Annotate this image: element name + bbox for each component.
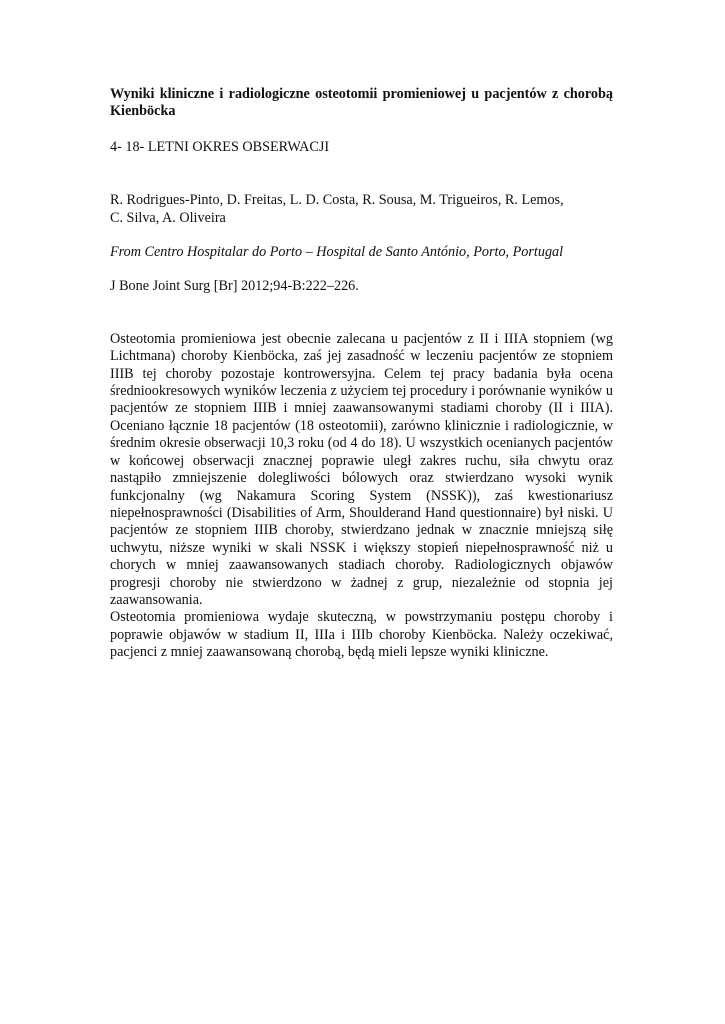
document-subtitle: 4- 18- LETNI OKRES OBSERWACJI <box>110 138 330 155</box>
abstract-paragraph: Osteotomia promieniowa wydaje skuteczną, w powstrzymaniu postępu choroby i poprawie objawów w stadium II, IIIa i IIIb choroby Kienböcka. Należy oczekiwać, pacjenci z mniej zaawansowaną chorobą, będą mieli lepsze wyniki kliniczne. <box>110 609 613 661</box>
document-title: Wyniki kliniczne i radiologiczne osteotomii promieniowej u pacjentów z chorobą Kienböcka <box>110 86 613 120</box>
journal-citation: J Bone Joint Surg [Br] 2012;94-B:222–226. <box>110 278 359 295</box>
authors-line: C. Silva, A. Oliveira <box>110 209 226 226</box>
authors-block <box>110 192 613 227</box>
authors-line: R. Rodrigues-Pinto, D. Freitas, L. D. Costa, R. Sousa, M. Trigueiros, R. Lemos, <box>110 192 564 209</box>
abstract-paragraph: Osteotomia promieniowa jest obecnie zalecana u pacjentów z II i IIIA stopniem (wg Lichtmana) choroby Kienböcka, zaś jej zasadność w leczeniu pacjentów ze stopniem IIIB tej choroby pozostaje kontrowersyjna. Celem tej pracy badania była ocena średniookresowych wyników leczenia z użyciem tej procedury i porównanie wyników u pacjentów ze stopniem IIIB i mniej zaawansowanymi stadiami choroby (II i IIIA). Oceniano łącznie 18 pacjentów (18 osteotomii), zarówno klinicznie i radiologicznie, w średnim okresie obserwacji 10,3 roku (od 4 do 18). U wszystkich ocenianych pacjentów w końcowej obserwacji znacznej poprawie uległ zakres ruchu, siła chwytu oraz nastąpiło zmniejszenie dolegliwości bólowych oraz stwierdzano wysoki wynik funkcjonalny (wg Nakamura Scoring System (NSSK)), zaś kwestionariusz niepełnosprawności (Disabilities of Arm, Shoulderand Hand questionnaire) był niski. U pacjentów ze stopniem IIIB choroby, stwierdzano jednak w znacznie mniejszą siłę uchwytu, niższe wyniki w skali NSSK i większy stopień niepełnosprawność niż u chorych w mniej zaawansowanych stadiach choroby. Radiologicznych objawów progresji choroby nie stwierdzono w żadnej z grup, niezależnie od stopnia jej zaawansowania. <box>110 330 613 608</box>
abstract <box>110 331 613 662</box>
document-page <box>110 86 613 662</box>
affiliation: From Centro Hospitalar do Porto – Hospital de Santo António, Porto, Portugal <box>110 244 564 261</box>
